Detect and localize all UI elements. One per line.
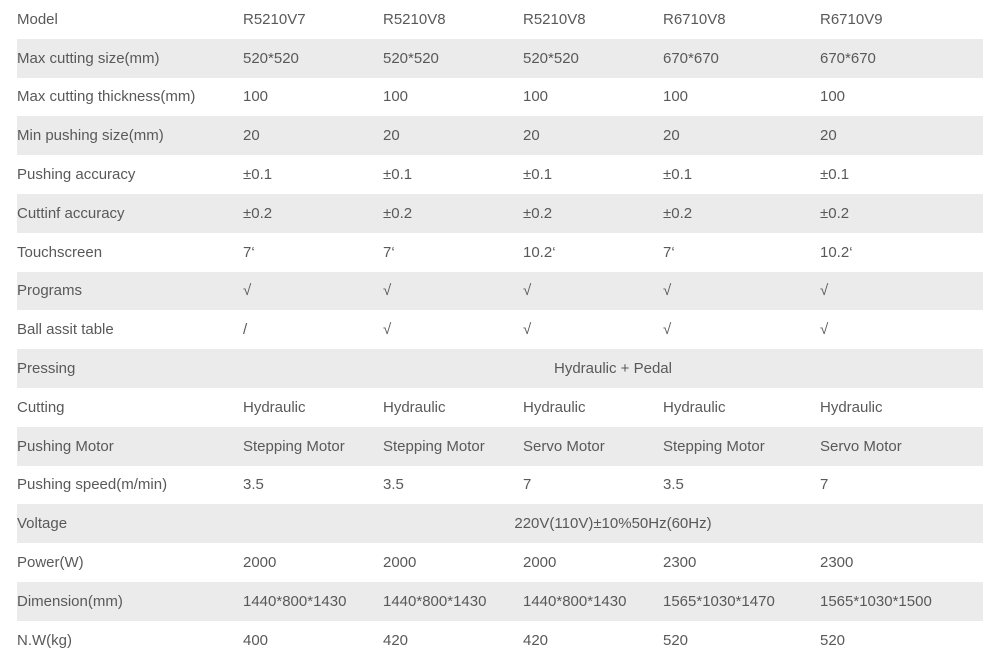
table-row	[17, 116, 983, 155]
cell-value: ±0.1	[243, 166, 273, 184]
cell-value: 7‘	[243, 243, 255, 261]
table-row	[17, 155, 983, 194]
table-row	[17, 272, 983, 311]
cell-value: R5210V8	[383, 10, 446, 28]
cell-value: 3.5	[663, 476, 684, 494]
cell-value: 670*670	[820, 39, 983, 78]
cell-value: 20	[243, 116, 383, 155]
cell-value: ±0.1	[523, 166, 553, 184]
row-label: Model	[17, 10, 58, 28]
row-label: Min pushing size(mm)	[17, 116, 243, 155]
cell-value: 520	[820, 631, 846, 649]
cell-value: 520*520	[243, 39, 383, 78]
cell-value: 10.2‘	[820, 243, 853, 261]
cell-value: 2300	[663, 554, 697, 572]
cell-value: R5210V8	[523, 10, 586, 28]
cell-value: 1565*1030*1500	[820, 582, 983, 621]
row-label: Max cutting thickness(mm)	[17, 88, 196, 106]
row-label: Cutting	[17, 398, 65, 416]
cell-value: √	[820, 321, 829, 339]
table-row	[17, 466, 983, 505]
cell-value: ±0.2	[383, 194, 523, 233]
cell-value: 2000	[523, 554, 557, 572]
row-label: Pushing accuracy	[17, 166, 136, 184]
merged-cell-value: Hydraulic + Pedal	[243, 349, 983, 388]
cell-value: 7‘	[383, 243, 395, 261]
cell-value: 2000	[383, 554, 417, 572]
cell-value: √	[243, 272, 383, 311]
cell-value: Hydraulic	[523, 398, 586, 416]
row-label: Ball assit table	[17, 321, 114, 339]
cell-value: 7‘	[663, 243, 675, 261]
cell-value: 400	[243, 631, 269, 649]
row-label: Pushing Motor	[17, 427, 243, 466]
cell-value: √	[523, 321, 532, 339]
cell-value: 1440*800*1430	[523, 582, 663, 621]
cell-value: 20	[820, 116, 983, 155]
table-row	[17, 388, 983, 427]
table-row	[17, 78, 983, 117]
cell-value: ±0.1	[383, 166, 413, 184]
cell-value: 100	[243, 88, 269, 106]
cell-value: Stepping Motor	[663, 427, 820, 466]
cell-value: 1440*800*1430	[383, 582, 523, 621]
cell-value: ±0.2	[663, 194, 820, 233]
table-row	[17, 194, 983, 233]
cell-value: 1565*1030*1470	[663, 582, 820, 621]
table-row	[17, 582, 983, 621]
table-row	[17, 349, 983, 388]
cell-value: 1440*800*1430	[243, 582, 383, 621]
cell-value: 3.5	[383, 476, 404, 494]
row-label: Touchscreen	[17, 243, 103, 261]
cell-value: Hydraulic	[383, 398, 446, 416]
cell-value: Hydraulic	[243, 398, 306, 416]
cell-value: 520*520	[523, 39, 663, 78]
cell-value: 520*520	[383, 39, 523, 78]
cell-value: 10.2‘	[523, 243, 556, 261]
cell-value: /	[243, 321, 248, 339]
cell-value: √	[663, 321, 672, 339]
cell-value: 670*670	[663, 39, 820, 78]
cell-value: 420	[383, 631, 409, 649]
row-label: Pushing speed(m/min)	[17, 476, 168, 494]
cell-value: 20	[523, 116, 663, 155]
row-label: Power(W)	[17, 554, 84, 572]
row-label: Cuttinf accuracy	[17, 194, 243, 233]
cell-value: √	[383, 321, 392, 339]
cell-value: 520	[663, 631, 689, 649]
table-row	[17, 427, 983, 466]
cell-value: ±0.1	[663, 166, 693, 184]
cell-value: Stepping Motor	[383, 427, 523, 466]
cell-value: ±0.2	[523, 194, 663, 233]
cell-value: √	[383, 272, 523, 311]
cell-value: 20	[383, 116, 523, 155]
cell-value: √	[663, 272, 820, 311]
table-row	[17, 310, 983, 349]
cell-value: R6710V8	[663, 10, 726, 28]
table-row	[17, 543, 983, 582]
cell-value: 2000	[243, 554, 277, 572]
table-row	[17, 504, 983, 543]
table-row	[17, 39, 983, 78]
cell-value: 7	[523, 476, 532, 494]
cell-value: √	[820, 272, 983, 311]
cell-value: 420	[523, 631, 549, 649]
row-label: N.W(kg)	[17, 631, 72, 649]
row-label: Dimension(mm)	[17, 582, 243, 621]
cell-value: Stepping Motor	[243, 427, 383, 466]
cell-value: 20	[663, 116, 820, 155]
product-spec-table	[17, 0, 983, 660]
cell-value: ±0.2	[243, 194, 383, 233]
cell-value: 3.5	[243, 476, 264, 494]
cell-value: R5210V7	[243, 10, 306, 28]
cell-value: Servo Motor	[820, 427, 983, 466]
row-label: Pressing	[17, 349, 243, 388]
row-label: Voltage	[17, 504, 243, 543]
cell-value: 100	[523, 88, 549, 106]
cell-value: Hydraulic	[820, 398, 883, 416]
spec-table-body	[17, 0, 983, 660]
cell-value: Servo Motor	[523, 427, 663, 466]
cell-value: 100	[383, 88, 409, 106]
cell-value: 2300	[820, 554, 854, 572]
cell-value: 100	[663, 88, 689, 106]
table-row	[17, 0, 983, 39]
row-label: Max cutting size(mm)	[17, 39, 243, 78]
cell-value: R6710V9	[820, 10, 883, 28]
cell-value: ±0.1	[820, 166, 850, 184]
table-row	[17, 621, 983, 660]
cell-value: 7	[820, 476, 829, 494]
cell-value: 100	[820, 88, 846, 106]
cell-value: √	[523, 272, 663, 311]
cell-value: Hydraulic	[663, 398, 726, 416]
table-row	[17, 233, 983, 272]
row-label: Programs	[17, 272, 243, 311]
merged-cell-value: 220V(110V)±10%50Hz(60Hz)	[243, 504, 983, 543]
cell-value: ±0.2	[820, 194, 983, 233]
